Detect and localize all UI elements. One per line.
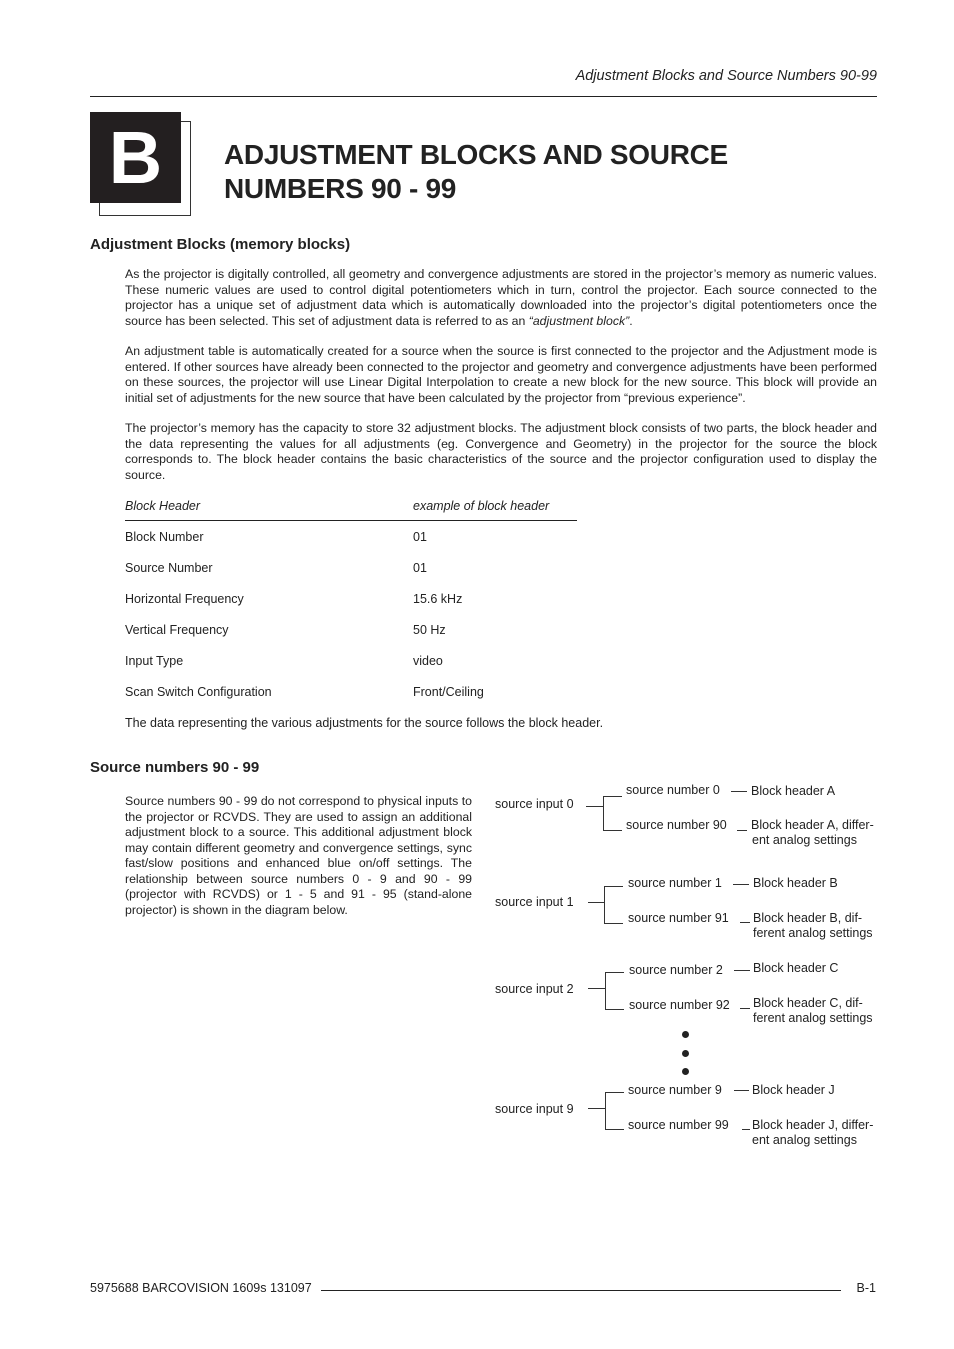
table-row-label: Source Number	[125, 561, 213, 575]
footer-rule	[321, 1290, 841, 1291]
diagram-source-input: source input 2	[495, 982, 574, 996]
table-header-example: example of block header	[413, 499, 550, 513]
diagram-source-input: source input 9	[495, 1102, 574, 1116]
diagram-connector	[605, 1129, 624, 1130]
diagram-block-header-line: Block header C, dif-	[753, 996, 863, 1010]
diagram-block-header-line: Block header J, differ-	[752, 1118, 874, 1132]
paragraph-4: The data representing the various adjustments for the source follows the block header.	[125, 716, 604, 730]
diagram-connector	[588, 988, 605, 989]
diagram-block-header-line: Block header B, dif-	[753, 911, 863, 925]
diagram-source-number: source number 99	[628, 1118, 729, 1132]
source-numbers-paragraph: Source numbers 90 - 99 do not correspond to physical inputs to the projector or RCVDS. They are used to assign an additional adjustment block to a source. This additional adjustment block may contain different geometry and convergence settings, sync fast/slow positions and enhanced blue on/off settings. The relationship between source numbers 0 - 9 and 90 - 99 (projector with RCVDS) or 1 - 5 and 91 - 95 (stand-alone projector) is shown in the diagram below.	[125, 794, 472, 917]
table-row-label: Vertical Frequency	[125, 623, 229, 637]
diagram-source-number: source number 91	[628, 911, 729, 925]
diagram-connector	[588, 1108, 605, 1109]
chapter-title-line2: NUMBERS 90 - 99	[224, 173, 457, 204]
diagram-connector	[740, 922, 750, 923]
table-header-block-header: Block Header	[125, 499, 201, 513]
header-rule	[90, 96, 877, 97]
diagram-source-number: source number 1	[628, 876, 722, 890]
diagram-bracket	[604, 886, 605, 924]
diagram-block-header	[752, 1118, 873, 1148]
diagram-connector	[737, 830, 747, 831]
diagram-connector	[733, 884, 749, 885]
table-row-value: Front/Ceiling	[413, 685, 484, 699]
diagram-connector	[604, 923, 623, 924]
table-row-value: 01	[413, 530, 427, 544]
diagram-connector	[605, 1009, 624, 1010]
diagram-block-header: Block header J	[752, 1083, 835, 1097]
chapter-title	[224, 138, 728, 206]
diagram-connector	[605, 1092, 624, 1093]
table-row-value: 01	[413, 561, 427, 575]
diagram-source-number: source number 92	[629, 998, 730, 1012]
diagram-connector	[588, 902, 605, 903]
diagram-block-header	[751, 818, 874, 848]
diagram-block-header	[753, 996, 873, 1026]
diagram-block-header	[753, 911, 873, 941]
diagram-connector	[734, 1090, 749, 1091]
diagram-block-header: Block header B	[753, 876, 838, 890]
section-heading-source-numbers: Source numbers 90 - 99	[90, 759, 260, 776]
diagram-block-header-line: ferent analog settings	[753, 926, 873, 940]
diagram-source-input: source input 0	[495, 797, 574, 811]
ellipsis-dot-icon	[682, 1031, 689, 1038]
diagram-connector	[734, 970, 750, 971]
table-header-rule	[125, 520, 577, 521]
diagram-source-number: source number 90	[626, 818, 727, 832]
diagram-block-header: Block header A	[751, 784, 836, 798]
paragraph-3: The projector’s memory has the capacity to store 32 adjustment blocks. The adjustment block consists of two parts, the block header and the data representing the values for all adjustments (eg. Convergence and Geometry) in the projector for the source the block corresponds to. The block header contains the basic characteristics of the source and the projector configuration used to display the source.	[125, 421, 877, 482]
diagram-connector	[603, 830, 622, 831]
diagram-block-header-line: Block header A, differ-	[751, 818, 874, 832]
ellipsis-dot-icon	[682, 1068, 689, 1075]
diagram-bracket	[603, 796, 604, 831]
diagram-source-number: source number 2	[629, 963, 723, 977]
diagram-source-number: source number 9	[628, 1083, 722, 1097]
diagram-connector	[605, 972, 624, 973]
paragraph-2: An adjustment table is automatically created for a source when the source is first connected to the projector and the Adjustment mode is entered. If other sources have already been connected to the projector and geometry and convergence adjustments have been performed on these sources, the projector will use Linear Digital Interpolation to create a new block for the new source. This block will provide an initial set of adjustments for the new source that have been calculated by the projector from “previous experience”.	[125, 344, 877, 405]
chapter-title-line1: ADJUSTMENT BLOCKS AND SOURCE	[224, 139, 728, 170]
table-row-value: video	[413, 654, 443, 668]
table-row-label: Scan Switch Configuration	[125, 685, 272, 699]
diagram-connector	[603, 796, 622, 797]
diagram-block-header-line: ferent analog settings	[753, 1011, 873, 1025]
diagram-connector	[731, 791, 747, 792]
ellipsis-dot-icon	[682, 1050, 689, 1057]
table-row-label: Input Type	[125, 654, 184, 668]
paragraph-1-italic-term: “adjustment block”	[528, 313, 630, 328]
diagram-connector	[740, 1008, 750, 1009]
diagram-block-header-line: ent analog settings	[752, 833, 857, 847]
diagram-block-header-line: ent analog settings	[752, 1133, 857, 1147]
diagram-source-number: source number 0	[626, 783, 720, 797]
chapter-letter-box: B	[90, 112, 181, 203]
diagram-connector	[586, 806, 604, 807]
diagram-source-input: source input 1	[495, 895, 574, 909]
table-row-value: 15.6 kHz	[413, 592, 463, 606]
paragraph-1-text: As the projector is digitally controlled, all geometry and convergence adjustments are stored in the projector’s memory as numeric values. These numeric values are used to control digital potentiometers which in turn, control the projector. Each source connected to the projector has a unique set of adjustment data which is automatically downloaded into the projector’s digital potentiometers once the source has been selected. This set of adjustment data is referred to as an	[125, 267, 877, 328]
diagram-connector	[604, 886, 623, 887]
diagram-block-header: Block header C	[753, 961, 839, 975]
diagram-bracket	[605, 1092, 606, 1130]
footer-page-number: B-1	[856, 1281, 876, 1295]
diagram-connector	[742, 1129, 750, 1130]
table-row-label: Block Number	[125, 530, 204, 544]
running-header: Adjustment Blocks and Source Numbers 90-99	[575, 68, 877, 84]
footer-document-id: 5975688 BARCOVISION 1609s 131097	[90, 1281, 312, 1295]
paragraph-1	[125, 267, 877, 329]
diagram-bracket	[605, 972, 606, 1010]
table-row-value: 50 Hz	[413, 623, 446, 637]
paragraph-1-end: .	[629, 313, 633, 328]
table-row-label: Horizontal Frequency	[125, 592, 244, 606]
section-heading-adjustment-blocks: Adjustment Blocks (memory blocks)	[90, 236, 351, 253]
